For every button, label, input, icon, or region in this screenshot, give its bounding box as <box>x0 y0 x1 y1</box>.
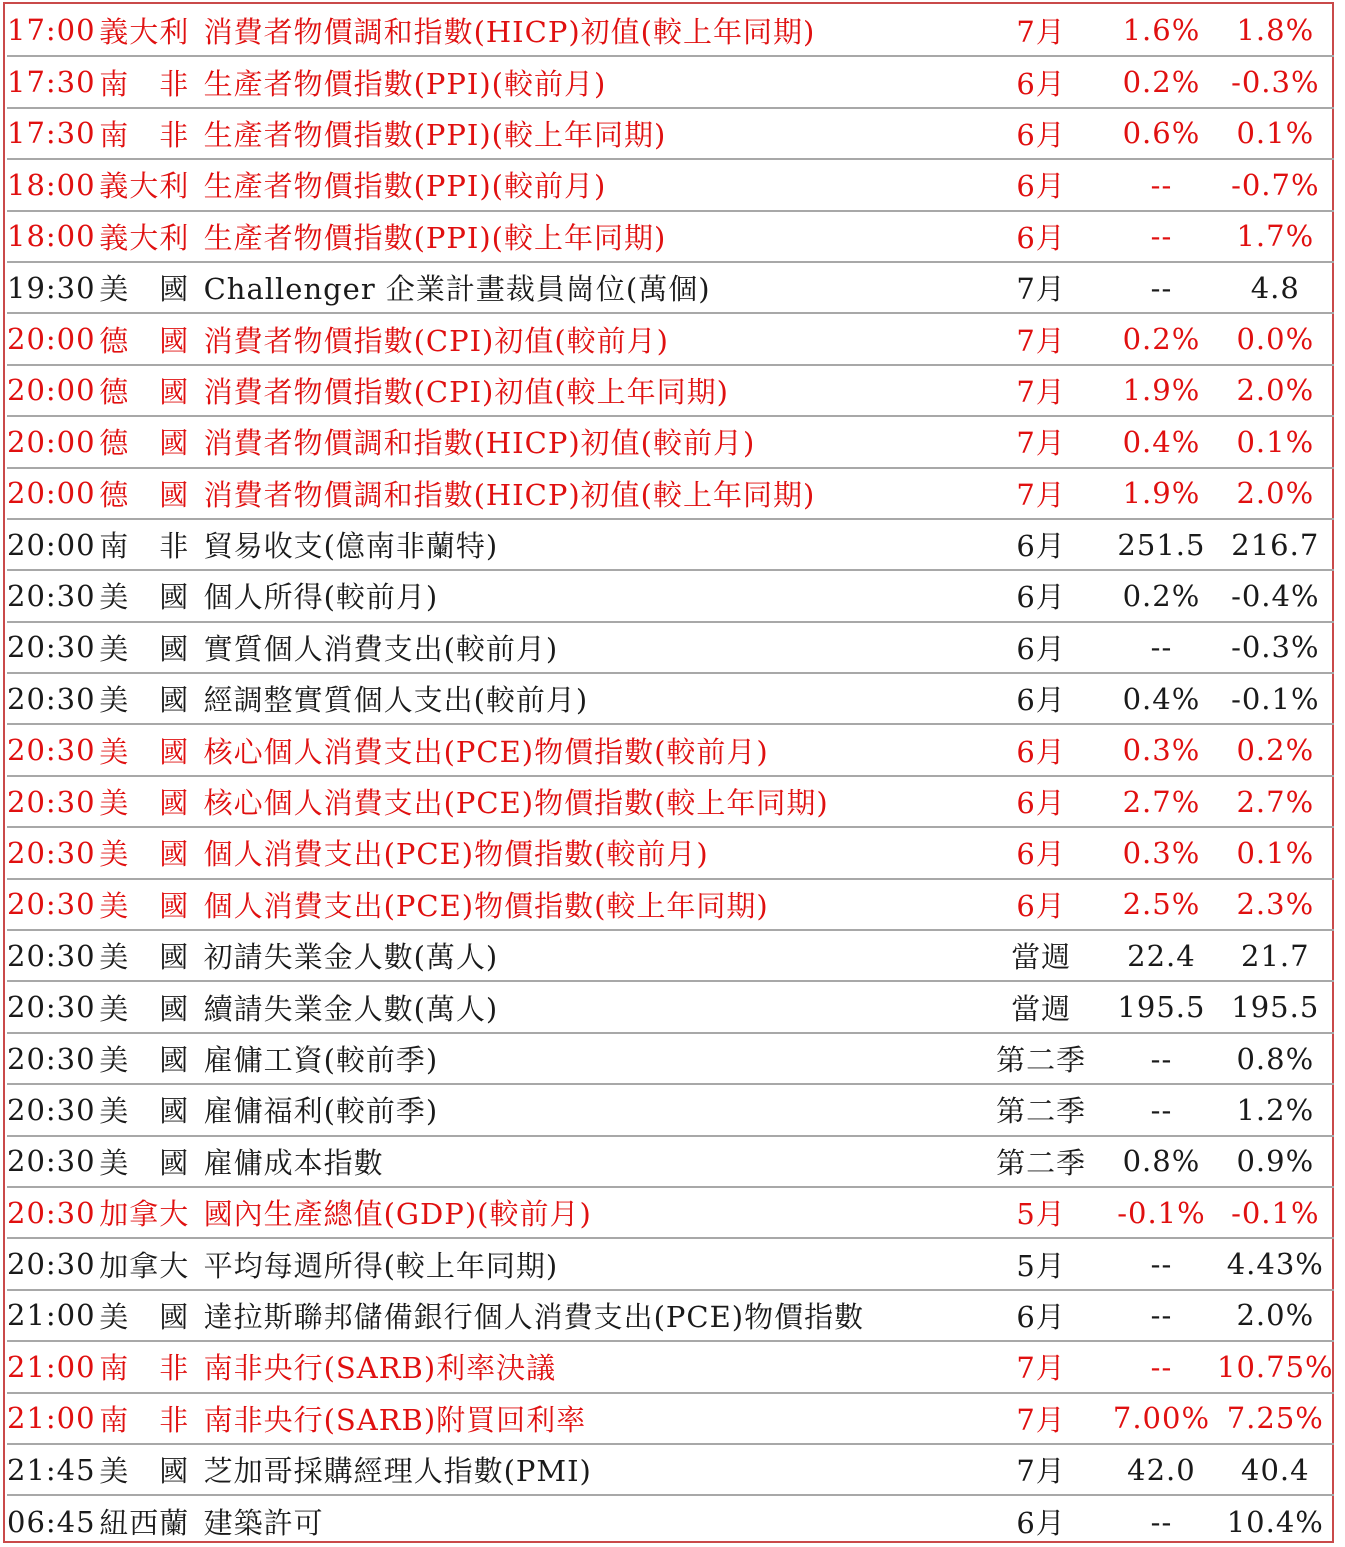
country-cell: 南 非 <box>99 519 203 570</box>
forecast-value-cell: 0.4% <box>1106 416 1216 467</box>
previous-value-cell: 0.1% <box>1217 827 1334 878</box>
forecast-value-cell: 0.3% <box>1106 827 1216 878</box>
previous-value-cell: -0.1% <box>1217 1187 1334 1238</box>
forecast-value-cell: -- <box>1106 262 1216 313</box>
time-cell: 20:00 <box>7 313 99 364</box>
time-cell: 20:00 <box>7 365 99 416</box>
time-cell: 20:30 <box>7 1033 99 1084</box>
event-name-cell: Challenger 企業計畫裁員崗位(萬個) <box>204 262 976 313</box>
period-cell: 6月 <box>976 776 1106 827</box>
country-cell: 美 國 <box>99 1136 203 1187</box>
table-row <box>7 1495 1334 1546</box>
previous-value-cell: 195.5 <box>1217 981 1334 1032</box>
forecast-value-cell: 0.2% <box>1106 313 1216 364</box>
previous-value-cell: 0.1% <box>1217 108 1334 159</box>
event-name-cell: 達拉斯聯邦儲備銀行個人消費支出(PCE)物價指數 <box>204 1290 976 1341</box>
forecast-value-cell: 22.4 <box>1106 930 1216 981</box>
table-row <box>7 159 1334 210</box>
country-cell: 美 國 <box>99 879 203 930</box>
event-name-cell: 生產者物價指數(PPI)(較前月) <box>204 56 976 107</box>
event-name-cell: 南非央行(SARB)利率決議 <box>204 1341 976 1392</box>
event-name-cell: 建築許可 <box>203 1506 324 1541</box>
forecast-value-cell: 195.5 <box>1106 981 1216 1032</box>
forecast-value-cell: 1.9% <box>1106 468 1216 519</box>
time-cell: 21:00 <box>7 1290 99 1341</box>
country-cell: 美 國 <box>99 1033 203 1084</box>
time-cell: 18:00 <box>7 211 99 262</box>
forecast-value-cell: -- <box>1106 622 1216 673</box>
table-row <box>7 879 1334 930</box>
period-cell: 7月 <box>976 1444 1106 1495</box>
country-cell: 德 國 <box>99 365 203 416</box>
forecast-value-cell: 0.2% <box>1106 56 1216 107</box>
country-cell: 加拿大 <box>99 1238 203 1289</box>
event-name-cell: 生產者物價指數(PPI)(較上年同期) <box>204 108 976 159</box>
country-cell: 美 國 <box>99 776 203 827</box>
forecast-value-cell: 2.5% <box>1106 879 1216 930</box>
country-cell: 美 國 <box>99 930 203 981</box>
country-cell: 美 國 <box>99 981 203 1032</box>
table-row <box>7 1393 1334 1444</box>
table-row <box>7 211 1334 262</box>
period-cell: 6月 <box>1016 1506 1066 1541</box>
event-name-cell: 初請失業金人數(萬人) <box>204 930 976 981</box>
period-cell: 7月 <box>976 5 1106 56</box>
event-name-cell: 實質個人消費支出(較前月) <box>204 622 976 673</box>
event-name-cell: 消費者物價調和指數(HICP)初值(較上年同期) <box>204 468 976 519</box>
previous-value-cell: 7.25% <box>1217 1393 1334 1444</box>
table-row <box>7 416 1334 467</box>
period-cell: 7月 <box>976 468 1106 519</box>
country-cell: 美 國 <box>99 1444 203 1495</box>
event-name-cell: 平均每週所得(較上年同期) <box>204 1238 976 1289</box>
event-name-cell: 南非央行(SARB)附買回利率 <box>204 1393 976 1444</box>
forecast-value-cell: 7.00% <box>1106 1393 1216 1444</box>
previous-value-cell: 2.7% <box>1217 776 1334 827</box>
period-cell: 7月 <box>976 313 1106 364</box>
time-cell: 17:30 <box>7 56 99 107</box>
previous-value-cell: 0.2% <box>1217 724 1334 775</box>
period-cell: 6月 <box>976 879 1106 930</box>
time-cell: 20:30 <box>7 1084 99 1135</box>
time-cell: 20:30 <box>7 930 99 981</box>
period-cell: 6月 <box>976 159 1106 210</box>
country-cell: 美 國 <box>99 262 203 313</box>
period-cell: 7月 <box>976 1341 1106 1392</box>
time-cell: 20:30 <box>7 673 99 724</box>
country-cell: 加拿大 <box>99 1187 203 1238</box>
event-name-cell: 消費者物價指數(CPI)初值(較前月) <box>204 313 976 364</box>
period-cell: 6月 <box>976 673 1106 724</box>
table-row <box>7 1136 1334 1187</box>
forecast-value-cell: 42.0 <box>1106 1444 1216 1495</box>
table-row <box>7 570 1334 621</box>
period-cell: 6月 <box>976 827 1106 878</box>
country-cell: 美 國 <box>99 673 203 724</box>
forecast-value-cell: 1.9% <box>1106 365 1216 416</box>
previous-value-cell: 2.0% <box>1217 468 1334 519</box>
event-name-cell: 個人消費支出(PCE)物價指數(較上年同期) <box>204 879 976 930</box>
time-cell: 20:30 <box>7 724 99 775</box>
forecast-value-cell: -- <box>1106 1341 1216 1392</box>
period-cell: 6月 <box>976 570 1106 621</box>
event-name-cell: 消費者物價調和指數(HICP)初值(較前月) <box>204 416 976 467</box>
previous-value-cell: 216.7 <box>1217 519 1334 570</box>
previous-value-cell: 21.7 <box>1217 930 1334 981</box>
forecast-value-cell: -- <box>1106 1084 1216 1135</box>
event-name-cell: 芝加哥採購經理人指數(PMI) <box>204 1444 976 1495</box>
event-name-cell: 核心個人消費支出(PCE)物價指數(較上年同期) <box>204 776 976 827</box>
previous-value-cell: -0.1% <box>1217 673 1334 724</box>
table-row <box>7 827 1334 878</box>
period-cell: 6月 <box>976 622 1106 673</box>
forecast-value-cell: -- <box>1106 159 1216 210</box>
table-row <box>7 5 1334 56</box>
table-row <box>7 1341 1334 1392</box>
previous-value-cell: -0.3% <box>1217 622 1334 673</box>
event-name-cell: 生產者物價指數(PPI)(較前月) <box>204 159 976 210</box>
table-row <box>7 776 1334 827</box>
event-name-cell: 雇傭福利(較前季) <box>204 1084 976 1135</box>
country-cell: 義大利 <box>99 211 203 262</box>
previous-value-cell: -0.7% <box>1217 159 1334 210</box>
forecast-value-cell: -- <box>1150 1504 1173 1539</box>
period-cell: 6月 <box>976 56 1106 107</box>
table-row <box>7 724 1334 775</box>
time-cell: 17:00 <box>7 5 99 56</box>
country-cell: 美 國 <box>99 570 203 621</box>
event-name-cell: 核心個人消費支出(PCE)物價指數(較前月) <box>204 724 976 775</box>
period-cell: 7月 <box>976 1393 1106 1444</box>
table-row <box>7 930 1334 981</box>
time-cell: 20:30 <box>7 776 99 827</box>
country-cell: 美 國 <box>99 1084 203 1135</box>
event-name-cell: 國內生產總值(GDP)(較前月) <box>204 1187 976 1238</box>
previous-value-cell: 0.0% <box>1217 313 1334 364</box>
country-cell: 德 國 <box>99 313 203 364</box>
forecast-value-cell: 0.2% <box>1106 570 1216 621</box>
forecast-value-cell: -- <box>1106 1290 1216 1341</box>
table-row <box>7 1444 1334 1495</box>
event-name-cell: 續請失業金人數(萬人) <box>204 981 976 1032</box>
forecast-value-cell: -- <box>1106 211 1216 262</box>
period-cell: 6月 <box>976 519 1106 570</box>
time-cell: 20:00 <box>7 519 99 570</box>
event-name-cell: 經調整實質個人支出(較前月) <box>204 673 976 724</box>
calendar-body <box>7 5 1334 1547</box>
country-cell: 義大利 <box>99 5 203 56</box>
event-name-cell: 生產者物價指數(PPI)(較上年同期) <box>204 211 976 262</box>
time-cell: 19:30 <box>7 262 99 313</box>
previous-value-cell: 1.2% <box>1217 1084 1334 1135</box>
period-cell: 6月 <box>976 724 1106 775</box>
forecast-value-cell: 0.8% <box>1106 1136 1216 1187</box>
period-cell: 5月 <box>976 1238 1106 1289</box>
country-cell: 美 國 <box>99 622 203 673</box>
country-cell: 美 國 <box>99 827 203 878</box>
calendar-table <box>7 5 1334 1547</box>
event-name-cell: 消費者物價調和指數(HICP)初值(較上年同期) <box>204 5 976 56</box>
table-row <box>7 1290 1334 1341</box>
event-name-cell: 個人消費支出(PCE)物價指數(較前月) <box>204 827 976 878</box>
time-cell: 20:30 <box>7 570 99 621</box>
table-row <box>7 1033 1334 1084</box>
time-cell: 20:00 <box>7 416 99 467</box>
time-cell: 20:30 <box>7 981 99 1032</box>
table-row <box>7 1238 1334 1289</box>
time-cell: 20:30 <box>7 827 99 878</box>
event-name-cell: 貿易收支(億南非蘭特) <box>204 519 976 570</box>
previous-value-cell: 4.43% <box>1217 1238 1334 1289</box>
event-name-cell: 消費者物價指數(CPI)初值(較上年同期) <box>204 365 976 416</box>
previous-value-cell: 1.7% <box>1217 211 1334 262</box>
country-cell: 美 國 <box>99 1290 203 1341</box>
time-cell: 06:45 <box>7 1504 96 1539</box>
period-cell: 當週 <box>976 981 1106 1032</box>
previous-value-cell: 1.8% <box>1217 5 1334 56</box>
table-row <box>7 519 1334 570</box>
event-name-cell: 個人所得(較前月) <box>204 570 976 621</box>
time-cell: 18:00 <box>7 159 99 210</box>
period-cell: 7月 <box>976 365 1106 416</box>
time-cell: 20:00 <box>7 468 99 519</box>
economic-calendar-table <box>3 2 1334 1543</box>
previous-value-cell: 2.3% <box>1217 879 1334 930</box>
time-cell: 20:30 <box>7 1187 99 1238</box>
table-row <box>7 108 1334 159</box>
table-row <box>7 313 1334 364</box>
table-row <box>7 56 1334 107</box>
country-cell: 德 國 <box>99 468 203 519</box>
forecast-value-cell: 0.6% <box>1106 108 1216 159</box>
previous-value-cell: -0.4% <box>1217 570 1334 621</box>
event-name-cell: 雇傭工資(較前季) <box>204 1033 976 1084</box>
previous-value-cell: 10.4% <box>1226 1504 1324 1539</box>
forecast-value-cell: 0.4% <box>1106 673 1216 724</box>
previous-value-cell: 40.4 <box>1217 1444 1334 1495</box>
previous-value-cell: 10.75% <box>1217 1341 1334 1392</box>
forecast-value-cell: -- <box>1106 1238 1216 1289</box>
time-cell: 20:30 <box>7 879 99 930</box>
time-cell: 20:30 <box>7 622 99 673</box>
table-row <box>7 1084 1334 1135</box>
time-cell: 21:00 <box>7 1393 99 1444</box>
previous-value-cell: -0.3% <box>1217 56 1334 107</box>
country-cell: 美 國 <box>99 724 203 775</box>
country-cell: 南 非 <box>99 1393 203 1444</box>
country-cell: 義大利 <box>99 159 203 210</box>
period-cell: 6月 <box>976 1290 1106 1341</box>
time-cell: 21:00 <box>7 1341 99 1392</box>
country-cell: 南 非 <box>99 1341 203 1392</box>
period-cell: 7月 <box>976 416 1106 467</box>
period-cell: 5月 <box>976 1187 1106 1238</box>
country-cell: 紐西蘭 <box>99 1506 190 1541</box>
period-cell: 6月 <box>976 211 1106 262</box>
period-cell: 第二季 <box>976 1084 1106 1135</box>
forecast-value-cell: 251.5 <box>1106 519 1216 570</box>
event-name-cell: 雇傭成本指數 <box>204 1136 976 1187</box>
country-cell: 南 非 <box>99 56 203 107</box>
previous-value-cell: 4.8 <box>1217 262 1334 313</box>
table-row <box>7 981 1334 1032</box>
forecast-value-cell: 2.7% <box>1106 776 1216 827</box>
previous-value-cell: 0.9% <box>1217 1136 1334 1187</box>
country-cell: 南 非 <box>99 108 203 159</box>
time-cell: 21:45 <box>7 1444 99 1495</box>
period-cell: 第二季 <box>976 1136 1106 1187</box>
time-cell: 17:30 <box>7 108 99 159</box>
time-cell: 20:30 <box>7 1238 99 1289</box>
forecast-value-cell: 1.6% <box>1106 5 1216 56</box>
period-cell: 6月 <box>976 108 1106 159</box>
previous-value-cell: 2.0% <box>1217 365 1334 416</box>
table-row <box>7 622 1334 673</box>
forecast-value-cell: 0.3% <box>1106 724 1216 775</box>
period-cell: 第二季 <box>976 1033 1106 1084</box>
previous-value-cell: 0.8% <box>1217 1033 1334 1084</box>
country-cell: 德 國 <box>99 416 203 467</box>
previous-value-cell: 0.1% <box>1217 416 1334 467</box>
time-cell: 20:30 <box>7 1136 99 1187</box>
table-row <box>7 262 1334 313</box>
forecast-value-cell: -0.1% <box>1106 1187 1216 1238</box>
previous-value-cell: 2.0% <box>1217 1290 1334 1341</box>
period-cell: 當週 <box>976 930 1106 981</box>
table-row <box>7 673 1334 724</box>
table-row <box>7 1187 1334 1238</box>
period-cell: 7月 <box>976 262 1106 313</box>
forecast-value-cell: -- <box>1106 1033 1216 1084</box>
table-row <box>7 365 1334 416</box>
table-row <box>7 468 1334 519</box>
